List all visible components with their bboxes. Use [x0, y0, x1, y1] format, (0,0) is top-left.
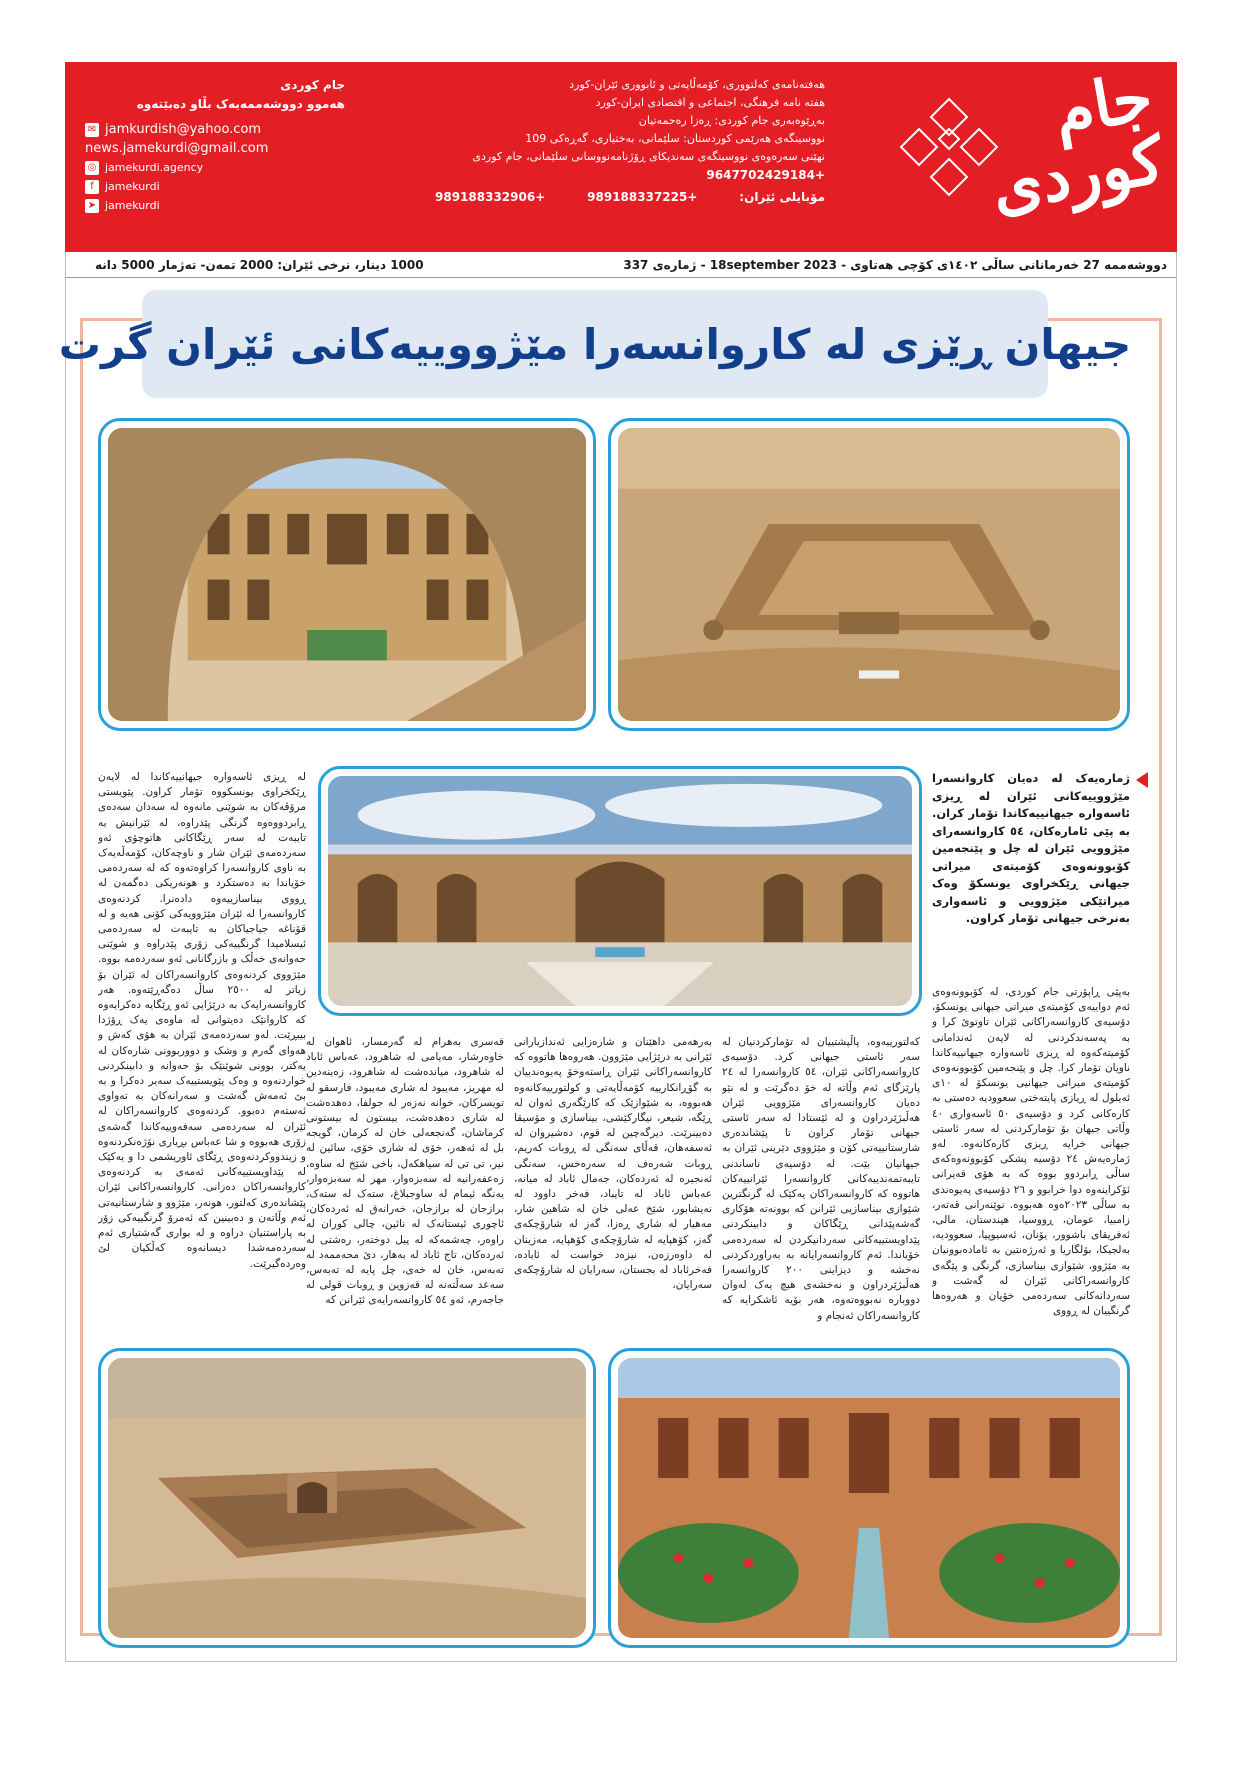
photo-ruin-caravanserai [98, 1348, 596, 1648]
issue-date: دووشەممە 27 خەرمانانی ساڵی ١٤٠٢ی کۆچی هەتاوی - 18september 2023 - ژمارەی 337 [623, 258, 1167, 272]
phone-iraq: +9647702429184 [706, 168, 825, 182]
logo-wordmark: جام کوردی [985, 59, 1170, 227]
photo-panorama-image [328, 776, 912, 1006]
instagram-icon: ◎ [85, 161, 99, 175]
photo-ruin-image [108, 1358, 586, 1638]
facebook-handle[interactable]: jamekurdi [105, 180, 160, 193]
masthead-line2: هفته نامه فرهنگی، اجتماعی و اقتصادی ایران-کورد [595, 96, 825, 109]
masthead-line5: نهێنی سەرەوەی نووسینگەی سەندیکای ڕۆژنامەنووسانی سلێمانی، جام کوردی [472, 150, 825, 163]
facebook-row [85, 177, 345, 196]
issue-bar [65, 252, 1177, 278]
brand-contacts [85, 76, 345, 215]
telegram-row [85, 196, 345, 215]
brand-subtitle: هەموو دووشەممەیەک بڵاو دەبێتەوە [136, 97, 345, 111]
masthead-line3: بەڕێوەبەری جام کوردی: ڕەزا رەحمەتیان [638, 114, 825, 127]
photo-garden-image [618, 1358, 1120, 1638]
masthead-line1: هەفتەنامەی کەلتووری، کۆمەڵایەتی و ئابووری ئێران-کورد [569, 78, 825, 91]
logo-area [934, 59, 1170, 244]
article-column-3: بەرهەمی داهێنان و شارەزایی ئەندازیارانی ئێرانی بە درێژایی مێژوون. هەروەها هاتووە کە کاروانسەراکانی ئێران ڕاستەوخۆ پەیوەندییان بە گۆڕانکارییە کۆمەڵایەتی و کولتورییەکانەوە هەبووە، بە شێوازێک کە کارێگەری ئەوان لە ڕێگە، شیعر، نیگارکێشی، بیناسازی و مۆسیقا دەبینرێت. دیرگەچین لە قوم، دەشیروان لە ئەسفەهان، قەڵای سەنگی لە ڕوبات کەریم، ڕوبات شەرەف لە سەرەخس، سەنگی ئەنجیرە لە ئەردەکان، جەمال ئاباد لە میانە، عەباس ئاباد لە تایباد، فەخر داوود لە نەیشابور، شێخ عەلی خان لە شاهین شار، مەهیار لە شاری ڕەزا، گەز لە شارۆچکەی گەز، کۆهپایە لە شارۆچکەی کۆهپایە، مەزینان لە داوەرزەن، نیزەد خواست لە ئابادە، فەخرئاباد لە بجستان، سەرایان لە شارۆچکەی سەرایان، [514, 1036, 712, 1292]
photo-aerial-caravanserai [608, 418, 1130, 731]
intro-arrow-icon [1136, 772, 1148, 788]
phone-iran-2: +989188332906 [435, 190, 546, 204]
article-column-4: قەسری بەهرام لە گەرمسار، ئاهوان لە خاوەرشار، مەیامی لە شاهرود، عەباس ئاباد لە شاهرود، میاندەشت لە شاهرود، زەینەدین لە مهریز، مەیبود لە شاری مەیبود، فارسقو لە تویسرکان، خوانە نەزەر لە جولفا، دەهدەشت لە شاری دەهدەشت، بیستون لە بیستونی کرماشان، گەنجعەلی خان لە کرمان، گویجە بل لە ئەهەر، خۆی لە شاری خۆی، سائین لە نیر، تی تی لە سیاهکەل، باخی شێخ لە ساوە، زەعفەرانیە لە سەبزەوار، مهر لە سەبزەوار، یەنگە ئیمام لە ساوجبلاغ، ستەک لە ستەک، برازجان لە برازجان، خەرانەق لە ئەردەکان، ئاچوری ئیستانەک لە نائین، چالی کوران لە راوەر، چەشمەکە لە پیل دوختەر، رەشتی لە ئەردەکان، تاج ئاباد لە بەهار، دێ محەممەد لە تەبەس، خان لە خەی، چل پایە لە تەبەس، سەعد سەڵتەنە لە قەزوین و ڕوبات قولی لە جاجەرم، ئەو ٥٤ کاروانسەرایەی ئێرانن کە [306, 1036, 504, 1307]
facebook-icon: f [85, 180, 99, 194]
photo-courtyard-image [108, 428, 586, 721]
telegram-icon: ➤ [85, 199, 99, 213]
brand-title: جام کوردی [280, 78, 345, 92]
issue-price: 1000 دینار، نرخی ئێران: 2000 تمەن- تەژمار 5000 دانە [95, 258, 424, 272]
email-icon: ✉ [85, 123, 99, 137]
photo-arched-courtyard [98, 418, 596, 731]
email-1-row [85, 120, 345, 139]
photo-panorama-courtyard [318, 766, 922, 1016]
email-2[interactable]: news.jamekurdi@gmail.com [85, 141, 269, 156]
article-column-5: لە ڕیزی ئاسەوارە جیهانییەکاندا لە لایەن ڕێکخراوی یونسکووە تۆمار کراون. پێویستی مرۆڤەکان بە شوێنی مانەوە لە سەدان سەدەی ڕابردووەوە گرنگی پێدراوە، لە ئێرانیش بە تایبەت لە سەر ڕێگاکانی هاتوچۆی ئەو سەردەمەی ئێران شار و ناوچەکان، کۆمەڵەیەک بە ناوی کاروانسەرا کراوەتەوە کە لە سەردەمی خۆیاندا بە دەستکرد و هونەریکی دەگمەن لە ڕووی بیناسازییەوە دادەنرا. کردنەوەی کاروانسەرا لە ئێران مێژوویەکی کۆنی هەیە و لە قۆناغە جیاجیاکان بە تایبەت لە سەردەمی ئیسلامیدا گرنگییەکی زۆری پێدراوە و شوێنی حەوانەی خەڵک و بازرگانانی ئەو سەردەمە بووە. مێژووی کردنەوەی کاروانسەراکان لە ئێران بۆ زیاتر لە ٢٥٠٠ ساڵ دەگەڕێتەوە. هەر کاروانسەرایەک بە درێژایی ئەو ڕێگایە دەکرایەوە کە کاروانێک دەیتوانی لە ماوەی یەک ڕۆژدا بیبڕێت. لەو سەردەمەی ئێران بە هۆی کەش و هەوای گەرم و وشک و دووربوونی شارەکان لە یەکتر، بوونی شوێنێک بۆ حەوانە و دابینکردنی خواردنەوە و وەک پێویستییەک سەیر دەکرا و بە بێ ئەمەش گەشت و سەرانەکان بە تەواوی ئەستەم دەبوو. کردنەوەی کاروانسەراکان لە ئێران لە سەردەمی سەفەوییەکاندا گەشەی زۆری هەبووە و شا عەباس بڕیاری نۆژەنکردنەوە و زیندووکردنەوەی ڕێگای ئاوریشمی دا و یەکێک لە پێداویستییەکانی ئەمەی بە کردنەوەی کاروانسەراکان دەزانی. کاروانسەراکانی ئێران پێشاندەری کەلتور، هونەر، مێژوو و شارستانیەتی ئەم وڵاتەن و دەبینین کە ئەمرۆ گرنگییەکی زۆر بە پاراستنیان دراوە و لە بواری گەشتیاری ئەم سەردەمەشدا دیسانەوە کەڵکیان لێ وەردەگیرێت. [98, 771, 306, 1270]
intro-paragraph: ژمارەیەک لە دەیان کاروانسەرا مێژووییەکانی ئێران لە ڕیزی ئاسەوارە جیهانییەکاندا تۆمار کران. بە پێی ئامارەکان، ٥٤ کاروانسەرای مێژوویی ئێران لە چل و پێنجەمین کۆبوونەوەی کۆمیتەی میراتی جیهانی ڕێکخراوی یونسکۆ وەک میراتێکی مێژوویی و ئاسەواری بەنرخی جیهانی تۆمار کراون. [932, 771, 1130, 925]
instagram-row [85, 158, 345, 177]
phones-row [435, 188, 825, 206]
photo-garden-courtyard [608, 1348, 1130, 1648]
email-1[interactable]: jamkurdish@yahoo.com [105, 122, 262, 137]
phone-iran-1: +989188337225 [587, 190, 698, 204]
telegram-handle[interactable]: jamekurdi [105, 199, 160, 212]
article-column-1: بەپێی ڕاپۆرتی جام کوردی، لە کۆبوونەوەی ئەم دواییەی کۆمیتەی میراتی جیهانی یونسکۆ، دۆسیەی کاروانسەراکانی ئێران تاوتوێ کرا و بە پەسەندکردنی لە لایەن ئەندامانی کۆمیتەکەوە لە ڕیزی ئاسەوارە جیهانییەکاندا ناویان تۆمار کرا. چل و پێنجەمین کۆبوونەوەی کۆمیتەی میراتی جیهانیی یونسکۆ لە ١٠ی ئەیلول لە ڕیازی پایتەختی سعوودیە دەستی بە کارەکانی کرد و دۆسیەی ٥٠ ئاسەواری ٤٠ وڵاتی جیهان بۆ تۆمارکردنی لە سەر ئاستی جیهانی خرایە ڕیزی کارەکانەوە. لەو ژمارەیەش ٢٤ دۆسیە پشکی کۆبوونەوەکەی ساڵی ڕابردوو بووە کە بە هۆی قەیرانی ئۆکراینەوە دوا خرابوو و ٢٦ دۆسیەی پەیوەندی بە ساڵی ٢٠٢٣ەوە هەبووە. نوێنەرانی قەتەر، زامبیا، عومان، ڕووسیا، هیندستان، مالی، ئەفریقای باشوور، یۆنان، ئەسیوپیا، سعوودیە، بەلجیکا، بۆلگاریا و ئەرژەنتین بە ئامادەبوونیان بە مێژوو، شێوازی بیناسازی، گرنگی و پێگەی کاروانسەراکانی ئێران لە گەشت و سەردانەکانی سەردەمی خۆیان و هەروەها گرنگییان لە ڕووی [932, 986, 1130, 1318]
headline-box [58, 290, 1132, 398]
instagram-handle[interactable]: jamekurdi.agency [105, 161, 204, 174]
masthead-info [435, 76, 825, 206]
headline: جیهان ڕێزی لە کاروانسەرا مێژووییەکانی ئێران گرت [58, 319, 1132, 369]
masthead-line4: نووسینگەی هەرێمی کوردستان: سلێمانی، بەختیاری، گەڕەکی 109 [525, 132, 825, 145]
email-2-row [85, 139, 345, 158]
photo-aerial-image [618, 428, 1120, 721]
masthead [65, 59, 1177, 252]
article-column-2: کەلتورییەوە، پاڵپشتییان لە تۆمارکردنیان لە سەر ئاستی جیهانی کرد. دۆسیەی کاروانسەراکانی ئێران، ٥٤ کاروانسەرا لە ٢٤ پارێزگای ئەم وڵاتە لە خۆ دەگرێت و لە نێو دەیان کاروانسەرای مێژوویی ئێران هەڵبژێردراون و لە ئێستادا لە سەر ئاستی جیهانی تۆمار کراون تا پێشاندەری شارستانییەتی کۆن و مێژووی دێرینی ئێران بە جیهانیان بێت. لە دۆسیەی ناساندنی تایبەتمەندییەکانی کاروانسەرا ئێرانییەکان هاتووە کە کاروانسەراکان یەکێک لە گرنگترین شێوازی بیناسازیی ئێرانن کە بوونەتە هۆکاری گەشەپێدانی ڕێگاکان و دابینکردنی پێداویستییەکانی سەردانیکردن لە سەردەمی خۆیاندا. ئەم کاروانسەرایانە بە بەراوردکردنی نەخشە و دیزاینی ٢٠٠ کاروانسەرا هەڵبژێردراون و نەخشەی هیچ یەک لەوان دووبارە نەبووەتەوە، هەر بۆیە ئاشکرایە کە کاروانسەراکان ئەنجام و [722, 1036, 920, 1322]
mobile-label: مۆبایلی ئێران: [739, 190, 825, 204]
